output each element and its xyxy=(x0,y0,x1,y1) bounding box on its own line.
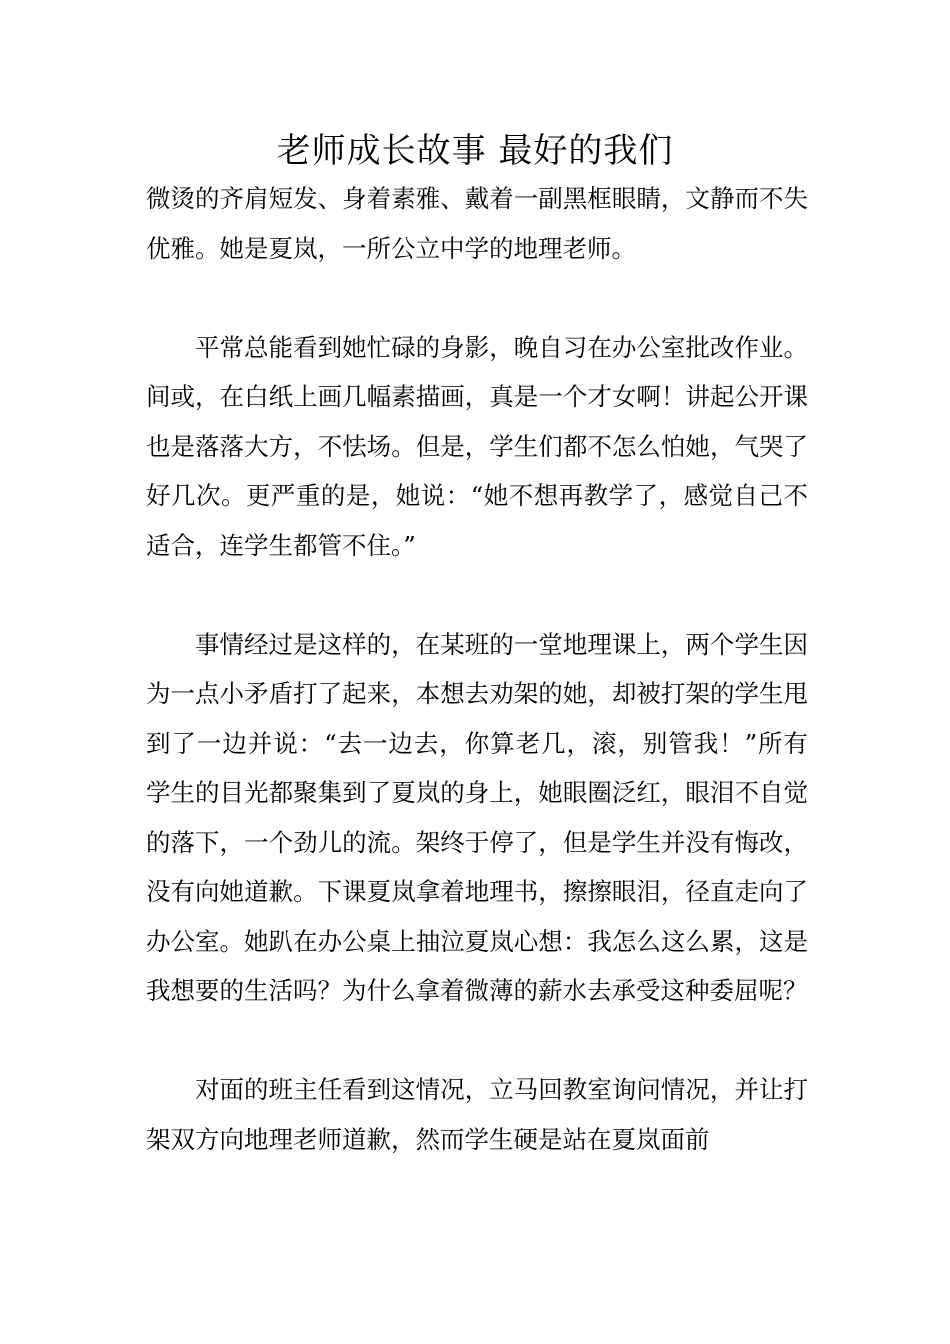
paragraph-2: 平常总能看到她忙碌的身影，晚自习在办公室批改作业。间或，在白纸上画几幅素描画，真是一个才女啊！讲起公开课也是落落大方，不怯场。但是，学生们都不怎么怕她，气哭了好几次。更严重的是，她说：“她不想再教学了，感觉自己不适合，连学生都管不住。” xyxy=(146,332,808,560)
document-body xyxy=(146,174,808,1164)
document-title: 老师成长故事 最好的我们 xyxy=(276,131,674,171)
paragraph-spacer xyxy=(146,570,808,620)
paragraph-3: 事情经过是这样的，在某班的一堂地理课上，两个学生因为一点小矛盾打了起来，本想去劝架的她，却被打架的学生甩到了一边并说：“去一边去，你算老几，滚，别管我！”所有学生的目光都聚集到了夏岚的身上，她眼圈泛红，眼泪不自觉的落下，一个劲儿的流。架终于停了，但是学生并没有悔改，没有向她道歉。下课夏岚拿着地理书，擦擦眼泪，径直走向了办公室。她趴在办公桌上抽泣夏岚心想：我怎么这么累，这是我想要的生活吗？为什么拿着微薄的薪水去承受这种委屈呢？ xyxy=(146,629,808,1005)
paragraph-spacer xyxy=(146,273,808,323)
paragraph-1: 微烫的齐肩短发、身着素雅、戴着一副黑框眼睛，文静而不失优雅。她是夏岚，一所公立中学的地理老师。 xyxy=(146,184,808,263)
paragraph-spacer xyxy=(146,1016,808,1066)
paragraph-4: 对面的班主任看到这情况，立马回教室询问情况，并让打架双方向地理老师道歉，然而学生硬是站在夏岚面前 xyxy=(146,1075,808,1154)
